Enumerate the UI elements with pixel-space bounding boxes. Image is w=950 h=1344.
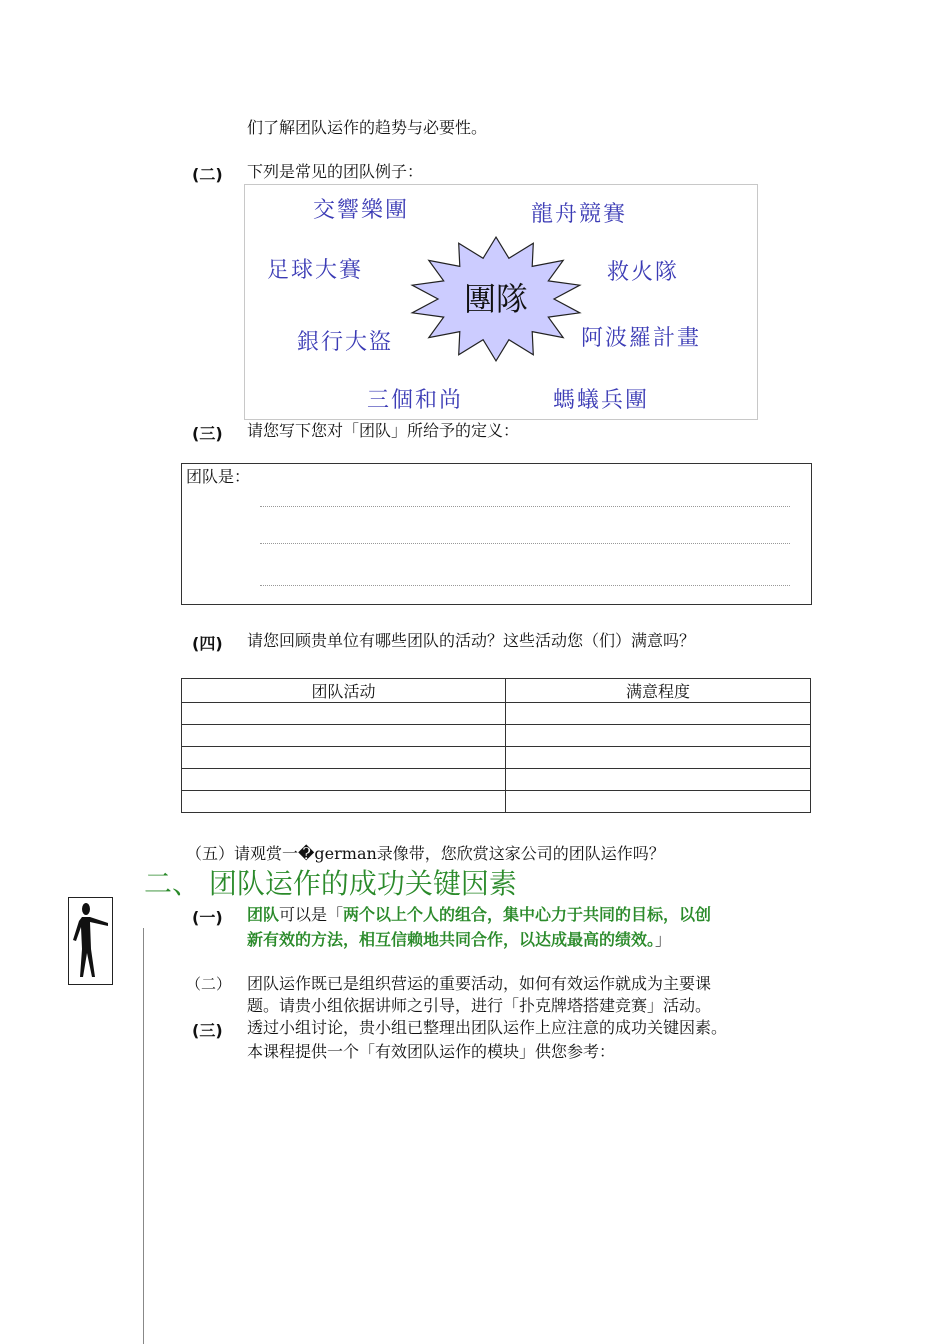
diagram-label-dragon-boat: 龍舟競賽	[531, 202, 628, 227]
table-row	[182, 747, 811, 769]
table-cell[interactable]	[182, 703, 506, 725]
section-four-text: 请您回顾贵单位有哪些团队的活动？这些活动您（们）满意吗？	[247, 631, 696, 650]
item-one-number: (一)	[192, 908, 223, 927]
table-cell[interactable]	[506, 747, 811, 769]
team-starburst	[405, 235, 587, 363]
item-two-line-1: 团队运作既已是组织营运的重要活动，如何有效运作就成为主要课	[247, 974, 712, 993]
diagram-label-bank-robbers: 銀行大盜	[297, 330, 394, 355]
diagram-label-orchestra: 交響樂團	[313, 198, 410, 223]
item-one-line-1	[247, 904, 711, 926]
column-header-satisfaction: 满意程度	[506, 679, 811, 703]
table-cell[interactable]	[182, 769, 506, 791]
definition-box[interactable]	[181, 463, 812, 605]
item-two-line-2: 题。请贵小组依据讲师之引导，进行「扑克牌塔搭建竞赛」活动。	[247, 996, 712, 1015]
table-cell[interactable]	[506, 703, 811, 725]
table-cell[interactable]	[182, 725, 506, 747]
table-row	[182, 725, 811, 747]
pointing-figure-icon	[68, 897, 113, 985]
section-five-text: （五）请观赏一�german录像带，您欣赏这家公司的团队运作吗？	[186, 844, 665, 863]
activity-table	[181, 678, 811, 813]
item-one-definition-part-2: 新有效的方法，相互信赖地共同合作，以达成最高的绩效。	[247, 930, 656, 949]
item-three-line-1: 透过小组讨论，贵小组已整理出团队运作上应注意的成功关键因素。	[247, 1018, 728, 1037]
answer-line[interactable]	[260, 506, 790, 507]
section-two-number: (二)	[192, 165, 223, 184]
section-heading: 二、 团队运作的成功关键因素	[144, 867, 517, 900]
section-two-text: 下列是常见的团队例子：	[247, 162, 424, 181]
diagram-center-label: 團隊	[463, 280, 529, 318]
diagram-label-fire-brigade: 救火隊	[607, 260, 680, 285]
item-three-line-2: 本课程提供一个「有效团队运作的模块」供您参考：	[247, 1042, 616, 1061]
answer-line[interactable]	[260, 585, 790, 586]
answer-line[interactable]	[260, 543, 790, 544]
diagram-label-football: 足球大賽	[267, 258, 364, 283]
item-one-line-2	[247, 929, 671, 951]
item-one-close-quote: 」	[655, 930, 672, 949]
section-three-number: (三)	[192, 424, 223, 443]
diagram-label-three-monks: 三個和尚	[367, 388, 464, 413]
table-row	[182, 769, 811, 791]
table-cell[interactable]	[506, 791, 811, 813]
item-one-term: 团队	[247, 905, 280, 924]
margin-rule	[143, 928, 144, 1344]
table-row	[182, 791, 811, 813]
section-three-text: 请您写下您对「团队」所给予的定义：	[247, 421, 520, 440]
item-one-connector: 可以是「	[279, 905, 344, 924]
column-header-activity: 团队活动	[182, 679, 506, 703]
item-one-definition-part-1: 两个以上个人的组合，集中心力于共同的目标，以创	[343, 905, 712, 924]
table-cell[interactable]	[506, 725, 811, 747]
table-header-row	[182, 679, 811, 703]
table-cell[interactable]	[182, 747, 506, 769]
diagram-label-apollo: 阿波羅計畫	[581, 326, 702, 351]
definition-label: 团队是：	[186, 467, 251, 486]
table-row	[182, 703, 811, 725]
diagram-label-ant-army: 螞蟻兵團	[553, 388, 650, 413]
item-three-number: (三)	[192, 1021, 223, 1040]
intro-line: 们了解团队运作的趋势与必要性。	[247, 118, 488, 137]
table-cell[interactable]	[506, 769, 811, 791]
section-four-number: (四)	[192, 634, 223, 653]
item-two-number: （二）	[186, 975, 232, 993]
table-cell[interactable]	[182, 791, 506, 813]
team-examples-diagram	[244, 184, 758, 420]
